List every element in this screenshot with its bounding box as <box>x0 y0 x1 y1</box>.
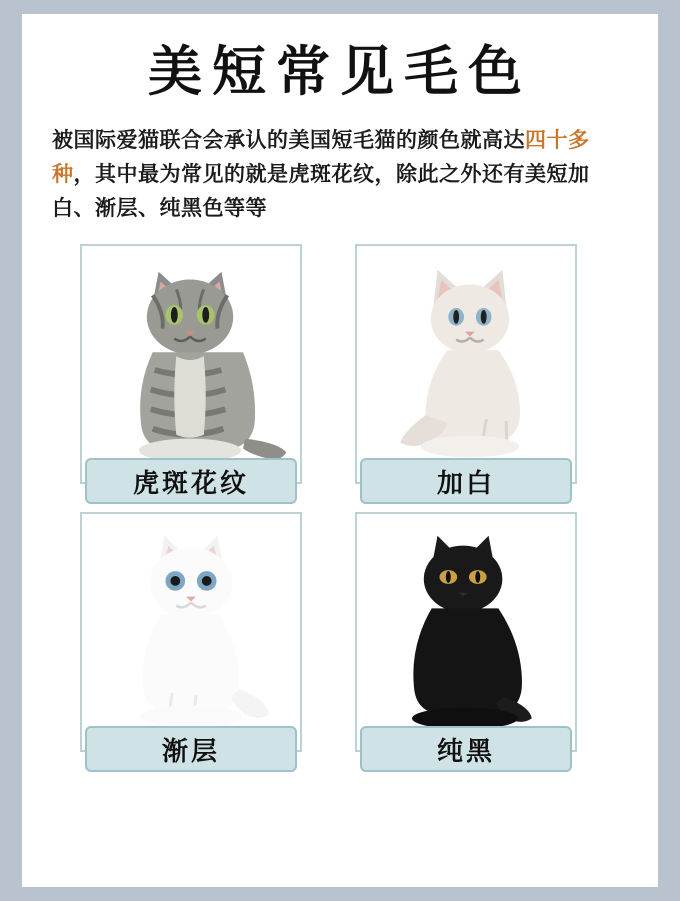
intro-text-part1: 被国际爱猫联合会承认的美国短毛猫的颜色就高达 <box>52 129 525 152</box>
cat-card-label: 加白 <box>360 458 572 504</box>
page-title: 美短常见毛色 <box>148 40 532 103</box>
cat-card-silver-shaded[interactable] <box>80 512 302 766</box>
cat-card-black[interactable] <box>355 512 577 766</box>
cat-color-grid <box>80 244 600 766</box>
intro-highlight: 四十多种 <box>52 129 590 186</box>
poster-card <box>22 14 658 887</box>
cat-card-bicolor[interactable] <box>355 244 577 498</box>
black-cat-photo <box>357 514 575 750</box>
intro-text-part2: ，其中最为常见的就是虎斑花纹，除此之外还有美短加白、渐层、纯黑色等等 <box>52 163 590 220</box>
cat-card-label: 渐层 <box>85 726 297 772</box>
intro-paragraph <box>52 124 628 226</box>
cat-card-label: 纯黑 <box>360 726 572 772</box>
bicolor-cat-photo <box>357 246 575 482</box>
tabby-cat-photo <box>82 246 300 482</box>
silver-shaded-cat-photo <box>82 514 300 750</box>
cat-card-tabby[interactable] <box>80 244 302 498</box>
cat-card-label: 虎斑花纹 <box>85 458 297 504</box>
